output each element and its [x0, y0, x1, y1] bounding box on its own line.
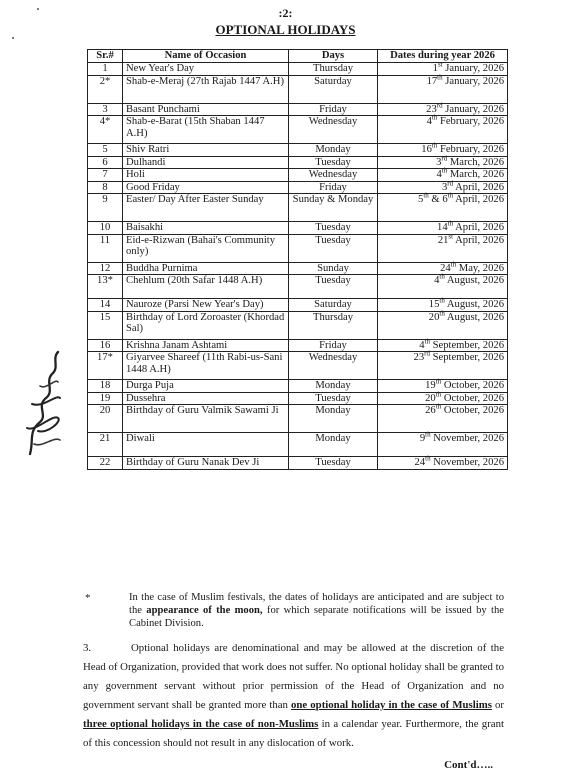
paragraph-text: in a calendar year. Furthermore, the grant of this concession should not result in any dislocation of work. — [83, 718, 504, 749]
date-day: 15 — [428, 299, 440, 310]
paragraph-text: or — [491, 699, 504, 711]
row-days: Monday — [289, 380, 378, 393]
row-sr: 17* — [88, 352, 123, 380]
row-date — [378, 402, 508, 433]
table-row — [88, 234, 508, 262]
row-date — [378, 191, 508, 222]
date-day: 6 — [442, 194, 448, 205]
table-row — [88, 311, 508, 339]
row-days: Tuesday — [289, 275, 378, 299]
row-days: Thursday — [289, 63, 378, 76]
paragraph-emphasis: one optional holiday in the case of Muslims — [291, 699, 492, 711]
row-date — [378, 272, 508, 299]
row-sr: 18 — [88, 380, 123, 393]
date-day: 17 — [426, 75, 438, 87]
row-occasion: Durga Puja — [123, 380, 289, 393]
table-row — [88, 194, 508, 222]
date-month-year: November, 2026 — [430, 433, 504, 444]
date-day: 4 — [434, 275, 440, 286]
row-sr: 15 — [88, 311, 123, 339]
date-month-year: April, 2026 — [453, 181, 504, 193]
date-suffix: rd — [436, 100, 443, 109]
row-date — [378, 308, 508, 339]
row-days: Saturday — [289, 75, 378, 103]
table-row — [88, 63, 508, 76]
date-month-year: August, 2026 — [444, 299, 504, 310]
date-day: 16 — [421, 144, 432, 155]
table-row — [88, 275, 508, 299]
date-month-year: October, 2026 — [441, 380, 504, 391]
row-days: Wednesday — [289, 352, 378, 380]
row-sr: 12 — [88, 262, 123, 275]
date-month-year: April, 2026 — [453, 194, 504, 205]
optional-holidays-table — [87, 49, 508, 470]
note-asterisk: * — [85, 592, 91, 604]
row-occasion: Holi — [123, 169, 289, 182]
continued-label: Cont'd….. — [444, 759, 493, 771]
row-occasion: Birthday of Guru Valmik Sawami Ji — [123, 405, 289, 433]
row-sr: 22 — [88, 457, 123, 470]
date-suffix: th — [439, 272, 445, 281]
date-suffix: th — [447, 219, 454, 228]
date-month-year: April, 2026 — [453, 234, 504, 246]
paragraph-text: Optional holidays are denominational and may be allowed at the discretion of the Head of Organization, provided that work does not suffer. No optional holiday shall be granted to any government servant without prior permission of the Head of Organization and no government servant shall be granted more than — [83, 642, 504, 711]
row-occasion: New Year's Day — [123, 63, 289, 76]
row-sr: 20 — [88, 405, 123, 433]
date-day: 21 — [437, 234, 449, 246]
date-suffix: st — [448, 231, 454, 240]
row-occasion: Shab-e-Meraj (27th Rajab 1447 A.H) — [123, 75, 289, 103]
row-days: Sunday & Monday — [289, 194, 378, 222]
date-day: 3 — [436, 156, 442, 168]
date-suffix: th — [439, 308, 445, 317]
date-month-year: January, 2026 — [442, 103, 504, 115]
table-row — [88, 457, 508, 470]
scan-speck — [12, 37, 14, 39]
row-occasion: Shab-e-Barat (15th Shaban 1447 A.H) — [123, 116, 289, 144]
date-suffix: th — [431, 141, 438, 150]
row-date — [378, 377, 508, 393]
date-suffix: th — [425, 430, 431, 439]
date-suffix: rd — [424, 349, 430, 358]
table-row — [88, 75, 508, 103]
row-sr: 6 — [88, 156, 123, 169]
row-occasion: Good Friday — [123, 181, 289, 194]
row-sr: 16 — [88, 339, 123, 352]
date-day: 24 — [440, 262, 451, 274]
row-occasion: Basant Punchami — [123, 103, 289, 116]
row-date — [378, 349, 508, 380]
date-suffix: rd — [441, 153, 448, 162]
date-day: 3 — [441, 181, 448, 193]
row-days: Saturday — [289, 299, 378, 312]
date-day: 23 — [426, 103, 437, 115]
row-occasion: Chehlum (20th Safar 1448 A.H) — [123, 275, 289, 299]
date-suffix: th — [450, 259, 457, 268]
row-sr: 1 — [88, 63, 123, 76]
date-suffix: th — [435, 402, 442, 411]
table-row — [88, 116, 508, 144]
note-text: In the case of Muslim festivals, the dates of holidays are anticipated and are subject to the — [129, 592, 504, 616]
row-sr: 8 — [88, 181, 123, 194]
row-date — [378, 100, 508, 116]
row-days: Tuesday — [289, 457, 378, 470]
date-month-year: February, 2026 — [437, 116, 504, 127]
row-days: Tuesday — [289, 234, 378, 262]
document-title: OPTIONAL HOLIDAYS — [215, 22, 356, 37]
date-suffix: rd — [447, 178, 454, 187]
row-days: Wednesday — [289, 116, 378, 144]
row-days: Sunday — [289, 262, 378, 275]
header-dates: Dates during year 2026 — [378, 50, 508, 63]
row-date — [378, 72, 508, 103]
date-suffix: th — [437, 72, 443, 81]
paragraph-3 — [83, 639, 504, 753]
row-sr: 5 — [88, 144, 123, 157]
table-row — [88, 405, 508, 433]
header-sr: Sr.# — [88, 50, 123, 63]
date-suffix: th — [435, 377, 442, 386]
date-day: 4 — [426, 116, 432, 127]
row-days: Tuesday — [289, 156, 378, 169]
row-occasion: Diwali — [123, 433, 289, 457]
signature-image — [22, 348, 66, 460]
date-month-year: August, 2026 — [444, 311, 504, 323]
header-days: Days — [289, 50, 378, 63]
date-day: 5 — [418, 194, 424, 205]
date-suffix: th — [423, 191, 429, 200]
row-sr: 13* — [88, 275, 123, 299]
row-date — [378, 430, 508, 457]
table-row — [88, 352, 508, 380]
date-month-year: August, 2026 — [444, 275, 504, 286]
date-month-year: September, 2026 — [429, 339, 504, 351]
date-month-year: February, 2026 — [437, 144, 504, 155]
row-occasion: Shiv Ratri — [123, 144, 289, 157]
row-date — [378, 336, 508, 352]
header-occasion: Name of Occasion — [123, 50, 289, 63]
row-sr: 21 — [88, 433, 123, 457]
row-days: Tuesday — [289, 222, 378, 235]
page-number: :2: — [278, 6, 293, 20]
row-date — [378, 454, 508, 470]
date-suffix: th — [425, 454, 431, 463]
row-occasion: Birthday of Guru Nanak Dev Ji — [123, 457, 289, 470]
row-days: Wednesday — [289, 169, 378, 182]
row-date — [378, 178, 508, 194]
date-day: 9 — [419, 433, 426, 444]
row-days: Tuesday — [289, 392, 378, 405]
scan-speck — [37, 8, 39, 10]
table-row — [88, 380, 508, 393]
row-sr: 2* — [88, 75, 123, 103]
row-days: Monday — [289, 144, 378, 157]
row-occasion: Birthday of Lord Zoroaster (Khordad Sal) — [123, 311, 289, 339]
row-date — [378, 389, 508, 405]
date-day: 20 — [425, 392, 436, 404]
row-occasion: Giyarvee Shareef (11th Rabi-us-Sani 1448 A.H) — [123, 352, 289, 380]
row-sr: 9 — [88, 194, 123, 222]
row-days: Friday — [289, 181, 378, 194]
date-suffix: st — [437, 60, 443, 69]
date-suffix: th — [424, 336, 430, 345]
date-month-year: May, 2026 — [456, 262, 504, 274]
date-suffix: th — [441, 166, 448, 175]
date-month-year: September, 2026 — [429, 352, 504, 363]
row-occasion: Krishna Janam Ashtami — [123, 339, 289, 352]
date-day: 4 — [419, 339, 425, 351]
row-date — [378, 231, 508, 262]
row-occasion: Nauroze (Parsi New Year's Day) — [123, 299, 289, 312]
row-sr: 4* — [88, 116, 123, 144]
row-days: Thursday — [289, 311, 378, 339]
date-day: 24 — [414, 457, 426, 468]
row-date — [378, 219, 508, 235]
date-day: 4 — [436, 169, 442, 180]
note-text: for which separate notifications will be issued by the Cabinet Division. — [129, 605, 504, 629]
date-month-year: October, 2026 — [441, 392, 504, 404]
row-sr: 19 — [88, 392, 123, 405]
table-row — [88, 433, 508, 457]
date-day: 26 — [425, 405, 436, 416]
row-days: Friday — [289, 103, 378, 116]
date-suffix: th — [435, 389, 442, 398]
row-sr: 10 — [88, 222, 123, 235]
date-day: 20 — [428, 311, 440, 323]
date-suffix: th — [447, 191, 454, 200]
row-days: Monday — [289, 405, 378, 433]
row-sr: 7 — [88, 169, 123, 182]
note-bold-text: appearance of the moon, — [146, 605, 263, 616]
date-day: 14 — [437, 222, 448, 233]
date-month-year: January, 2026 — [442, 75, 504, 87]
date-joiner: & — [428, 194, 443, 205]
row-occasion: Dulhandi — [123, 156, 289, 169]
row-occasion: Buddha Purnima — [123, 262, 289, 275]
date-month-year: November, 2026 — [430, 457, 504, 468]
date-month-year: March, 2026 — [447, 156, 504, 168]
date-suffix: th — [439, 296, 445, 305]
date-day: 19 — [425, 380, 436, 391]
row-sr: 14 — [88, 299, 123, 312]
table-row — [88, 392, 508, 405]
table-row — [88, 339, 508, 352]
table-row — [88, 222, 508, 235]
date-suffix: th — [431, 113, 438, 122]
date-month-year: March, 2026 — [447, 169, 504, 180]
date-month-year: April, 2026 — [453, 222, 504, 233]
table-header-row — [88, 50, 508, 63]
table-row — [88, 169, 508, 182]
paragraph-number: 3. — [83, 642, 92, 654]
row-date — [378, 166, 508, 182]
row-days: Monday — [289, 433, 378, 457]
row-occasion: Baisakhi — [123, 222, 289, 235]
row-occasion: Dussehra — [123, 392, 289, 405]
row-sr: 3 — [88, 103, 123, 116]
row-occasion: Eid-e-Rizwan (Bahai's Community only) — [123, 234, 289, 262]
date-day: 23 — [413, 352, 425, 363]
row-days: Friday — [289, 339, 378, 352]
date-month-year: January, 2026 — [442, 63, 504, 74]
moon-note — [129, 591, 504, 630]
table-row — [88, 103, 508, 116]
row-occasion: Easter/ Day After Easter Sunday — [123, 194, 289, 222]
date-day: 1 — [432, 63, 438, 74]
row-sr: 11 — [88, 234, 123, 262]
table-row — [88, 181, 508, 194]
row-date — [378, 113, 508, 144]
paragraph-emphasis: three optional holidays in the case of non-Muslims — [83, 718, 319, 730]
date-month-year: October, 2026 — [441, 405, 504, 416]
